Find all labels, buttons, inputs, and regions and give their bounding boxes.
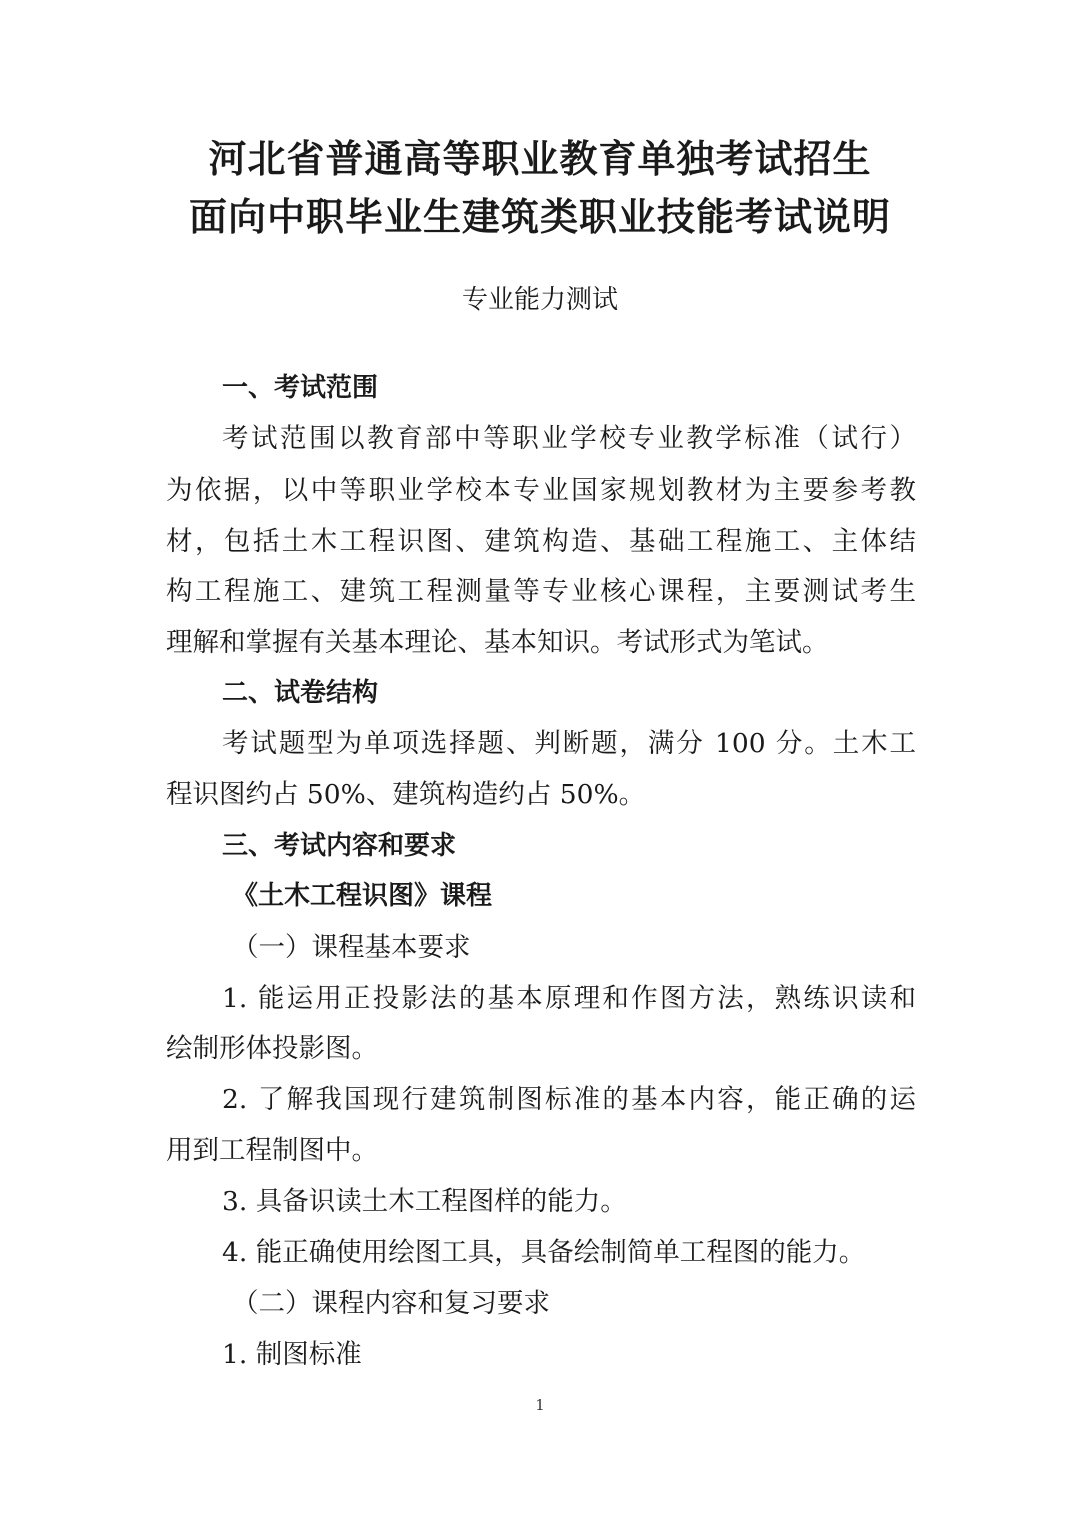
document-subtitle: 专业能力测试 xyxy=(461,285,618,315)
subsection-heading-content-review: （二）课程内容和复习要求 xyxy=(232,1288,550,1319)
paragraph-line: 理解和掌握有关基本理论、基本知识。考试形式为笔试。 xyxy=(166,627,829,658)
paragraph-line: 构工程施工、建筑工程测量等专业核心课程，主要测试考生 xyxy=(166,576,916,607)
requirement-line: 绘制形体投影图。 xyxy=(166,1033,378,1064)
page-number: 1 xyxy=(535,1396,545,1414)
paragraph-line: 为依据，以中等职业学校本专业国家规划教材为主要参考教 xyxy=(166,475,916,506)
requirement-line: 1. 能运用正投影法的基本原理和作图方法，熟练识读和 xyxy=(222,983,916,1014)
requirement-line: 用到工程制图中。 xyxy=(166,1135,378,1166)
document-title-line-2: 面向中职毕业生建筑类职业技能考试说明 xyxy=(188,195,891,239)
paragraph-line: 考试题型为单项选择题、判断题，满分 100 分。土木工 xyxy=(222,728,916,759)
list-item: 1. 制图标准 xyxy=(222,1339,362,1370)
subsection-heading-basic-requirements: （一）课程基本要求 xyxy=(232,932,471,963)
section-heading-content-requirements: 三、考试内容和要求 xyxy=(222,831,457,861)
document-title-line-1: 河北省普通高等职业教育单独考试招生 xyxy=(208,137,872,181)
course-title: 《土木工程识图》课程 xyxy=(232,881,493,911)
requirement-line: 3. 具备识读土木工程图样的能力。 xyxy=(222,1186,627,1217)
section-heading-exam-scope: 一、考试范围 xyxy=(222,373,379,403)
requirement-line: 2. 了解我国现行建筑制图标准的基本内容，能正确的运 xyxy=(222,1084,916,1115)
paragraph-line: 材，包括土木工程识图、建筑构造、基础工程施工、主体结 xyxy=(166,526,916,557)
paragraph-line: 程识图约占 50%、建筑构造约占 50%。 xyxy=(166,779,646,810)
section-heading-paper-structure: 二、试卷结构 xyxy=(222,678,379,708)
requirement-line: 4. 能正确使用绘图工具，具备绘制简单工程图的能力。 xyxy=(222,1237,866,1268)
paragraph-line: 考试范围以教育部中等职业学校专业教学标准（试行） xyxy=(222,423,916,454)
